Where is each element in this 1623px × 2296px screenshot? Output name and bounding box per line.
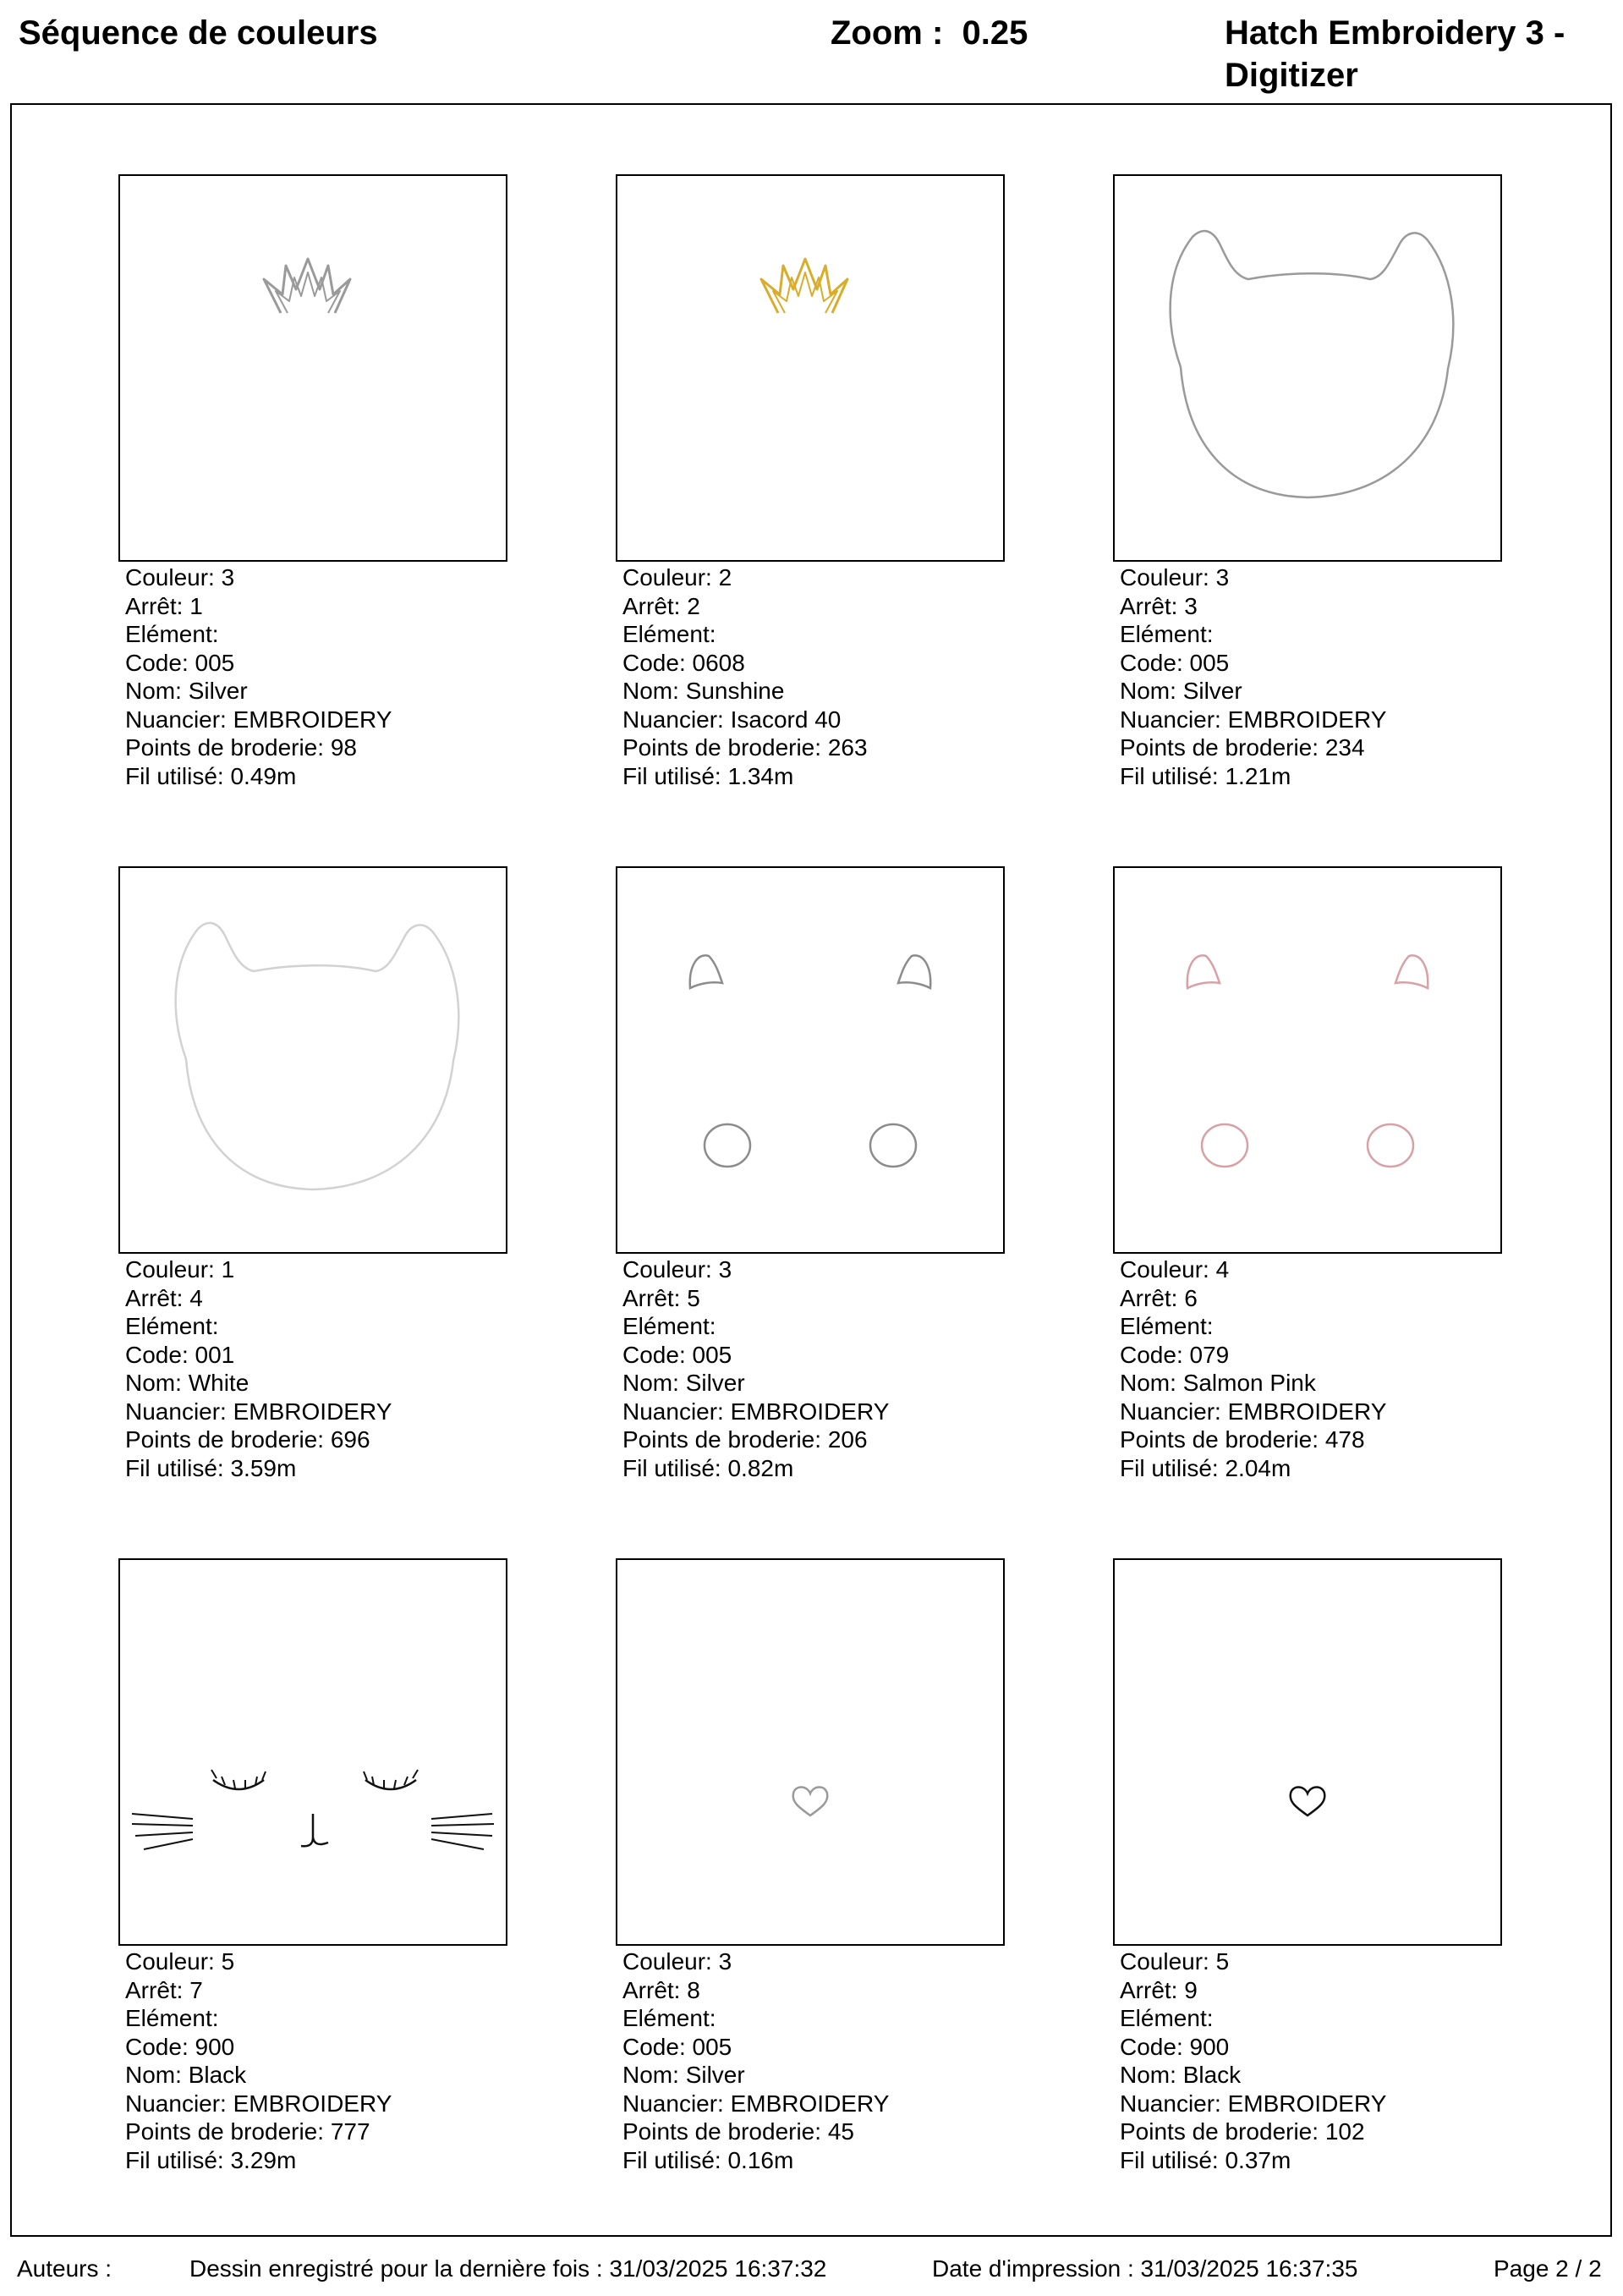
stop-fil-row [1120,762,1502,791]
stop-points-value: 263 [827,734,868,761]
color-stop-card [118,1558,507,2174]
stop-fil-value: 0.49m [230,762,297,789]
stop-arret-row [1120,592,1502,621]
stop-element-label: Elément: [125,621,219,647]
stop-arret-value: 5 [687,1284,700,1311]
stop-couleur-row [622,1947,1005,1976]
stop-code-row [1120,649,1502,678]
stop-points-value: 478 [1324,1426,1365,1453]
stop-arret-value: 7 [189,1976,203,2003]
stop-element-label: Elément: [1120,2005,1214,2031]
stop-points-row [622,2117,1005,2146]
stop-nuancier-row [125,1398,507,1426]
stop-nom-value: Salmon Pink [1182,1370,1316,1396]
stop-nom-row [125,677,507,706]
stop-fil-label: Fil utilisé: [1120,2146,1219,2173]
stop-nuancier-value: Isacord 40 [730,706,842,733]
stop-nom-label: Nom: [1120,678,1176,704]
stop-code-label: Code: [622,1341,686,1368]
stop-points-label: Points de broderie: [125,2118,325,2145]
stop-element-label: Elément: [1120,1313,1214,1339]
stop-code-label: Code: [1120,649,1183,676]
stop-nom-value: Silver [1182,678,1242,704]
stop-points-value: 696 [330,1426,370,1453]
stop-couleur-value: 2 [718,564,732,590]
stop-fil-label: Fil utilisé: [125,762,224,789]
stop-preview [118,174,507,562]
ears-and-cheeks-icon [1115,868,1500,1252]
stop-details [1113,1947,1502,2174]
stop-points-value: 206 [827,1426,868,1453]
stop-arret-value: 2 [687,592,700,619]
stop-points-value: 98 [330,734,357,761]
stop-couleur-value: 3 [718,1948,732,1975]
stop-element-label: Elément: [622,621,716,647]
stop-code-row [622,1341,1005,1370]
stop-couleur-label: Couleur: [1120,1256,1209,1283]
stop-fil-value: 3.59m [230,1454,297,1481]
stop-nom-label: Nom: [622,1370,679,1396]
app-name: Hatch Embroidery 3 - Digitizer [1225,14,1565,94]
stop-nom-value: Black [1182,2062,1242,2088]
stop-points-label: Points de broderie: [1120,2118,1319,2145]
stop-nuancier-label: Nuancier: [1120,1398,1221,1425]
stop-arret-label: Arrêt: [622,592,681,619]
stop-points-row [622,733,1005,762]
stop-code-value: 079 [1189,1341,1230,1368]
stop-arret-row [125,1976,507,2005]
stop-code-value: 900 [195,2033,235,2060]
stop-preview [1113,1558,1502,1946]
stop-nuancier-value: EMBROIDERY [233,706,392,733]
stop-couleur-row [622,563,1005,592]
stop-element-row [1120,2004,1502,2033]
stop-points-label: Points de broderie: [622,734,822,761]
stop-couleur-label: Couleur: [1120,564,1209,590]
stop-couleur-value: 3 [718,1256,732,1283]
stop-arret-value: 6 [1184,1284,1198,1311]
ears-and-cheeks-icon [617,868,1003,1252]
stop-nom-value: Silver [685,1370,745,1396]
stop-arret-row [1120,1284,1502,1313]
stop-points-label: Points de broderie: [622,1426,822,1453]
stop-preview [1113,174,1502,562]
stop-code-label: Code: [125,649,189,676]
stop-code-value: 005 [1189,649,1230,676]
stop-code-row [125,1341,507,1370]
stop-code-row [125,649,507,678]
stop-element-label: Elément: [622,1313,716,1339]
stop-preview [118,1558,507,1946]
stop-nuancier-value: EMBROIDERY [1227,706,1387,733]
stop-fil-label: Fil utilisé: [622,762,721,789]
stop-details [118,563,507,790]
stop-points-row [1120,733,1502,762]
stop-element-label: Elément: [622,2005,716,2031]
stop-details [616,1255,1005,1482]
stop-arret-label: Arrêt: [125,1976,184,2003]
stop-code-label: Code: [622,2033,686,2060]
stop-fil-label: Fil utilisé: [1120,762,1219,789]
stop-couleur-row [125,1255,507,1284]
stop-fil-row [125,762,507,791]
stop-couleur-row [1120,563,1502,592]
stop-arret-value: 4 [189,1284,203,1311]
stop-nuancier-label: Nuancier: [622,2090,724,2117]
stop-couleur-row [125,1947,507,1976]
stop-nom-label: Nom: [622,678,679,704]
stop-code-value: 005 [692,2033,732,2060]
stop-element-row [622,620,1005,649]
stop-couleur-value: 5 [1215,1948,1230,1975]
stop-nom-row [1120,677,1502,706]
stop-couleur-label: Couleur: [125,1256,215,1283]
stop-element-row [125,1312,507,1341]
stop-points-label: Points de broderie: [125,1426,325,1453]
stop-code-label: Code: [622,649,686,676]
stop-code-row [1120,2033,1502,2062]
stop-couleur-label: Couleur: [125,564,215,590]
stop-points-row [1120,1425,1502,1454]
stop-fil-row [125,2146,507,2175]
stop-nom-row [125,1369,507,1398]
stop-couleur-label: Couleur: [1120,1948,1209,1975]
stop-fil-label: Fil utilisé: [125,1454,224,1481]
stop-element-label: Elément: [1120,621,1214,647]
cat-head-outline-icon [120,868,506,1252]
color-stop-card [1113,174,1502,790]
stop-fil-value: 2.04m [1225,1454,1291,1481]
stop-fil-label: Fil utilisé: [1120,1454,1219,1481]
cat-head-outline-icon [1115,176,1500,560]
stop-nuancier-row [1120,2090,1502,2118]
stop-arret-label: Arrêt: [125,592,184,619]
stop-element-row [622,1312,1005,1341]
color-stop-card [118,866,507,1482]
stop-nom-value: White [188,1370,249,1396]
stop-fil-row [1120,2146,1502,2175]
stop-nuancier-label: Nuancier: [622,706,724,733]
stop-preview [616,866,1005,1254]
stop-nuancier-label: Nuancier: [125,706,227,733]
stop-element-label: Elément: [125,2005,219,2031]
stop-arret-row [622,1284,1005,1313]
stop-nuancier-label: Nuancier: [1120,706,1221,733]
stop-code-value: 0608 [692,649,745,676]
stop-nuancier-value: EMBROIDERY [730,2090,890,2117]
stop-arret-row [125,592,507,621]
color-stop-card [118,174,507,790]
stop-nuancier-label: Nuancier: [125,1398,227,1425]
stop-points-value: 234 [1324,734,1365,761]
color-stop-card [616,1558,1005,2174]
stop-nuancier-row [125,706,507,734]
stop-nom-label: Nom: [1120,1370,1176,1396]
stop-nom-row [125,2061,507,2090]
stop-code-label: Code: [125,1341,189,1368]
stop-couleur-value: 1 [221,1256,235,1283]
cat-face-details-icon [120,1560,506,1944]
stop-arret-value: 8 [687,1976,700,2003]
stop-nom-label: Nom: [1120,2062,1176,2088]
stop-details [118,1255,507,1482]
crown-icon [617,176,1003,560]
stop-details [616,563,1005,790]
stop-details [616,1947,1005,2174]
stop-nuancier-value: EMBROIDERY [233,2090,392,2117]
stop-nuancier-row [622,2090,1005,2118]
stop-nuancier-row [125,2090,507,2118]
stop-nom-value: Sunshine [685,678,785,704]
stop-nuancier-row [622,1398,1005,1426]
stop-details [1113,1255,1502,1482]
stop-nom-row [622,677,1005,706]
page-title: Séquence de couleurs [19,14,378,52]
stop-couleur-label: Couleur: [125,1948,215,1975]
footer-saved-date: Dessin enregistré pour la dernière fois : 31/03/2025 16:37:32 [189,2255,827,2282]
stop-fil-value: 3.29m [230,2146,297,2173]
stop-couleur-value: 4 [1215,1256,1230,1283]
stop-arret-value: 1 [189,592,203,619]
stop-points-value: 777 [330,2118,370,2145]
stop-nuancier-value: EMBROIDERY [1227,1398,1387,1425]
stop-couleur-label: Couleur: [622,1948,712,1975]
stop-nuancier-value: EMBROIDERY [233,1398,392,1425]
stop-fil-row [622,1454,1005,1483]
stop-preview [118,866,507,1254]
stop-code-value: 001 [195,1341,235,1368]
stop-fil-label: Fil utilisé: [622,2146,721,2173]
crown-icon [120,176,506,560]
stop-fil-label: Fil utilisé: [125,2146,224,2173]
stop-code-label: Code: [1120,1341,1183,1368]
stop-fil-row [622,2146,1005,2175]
stop-couleur-label: Couleur: [622,564,712,590]
stop-arret-label: Arrêt: [125,1284,184,1311]
stop-nom-row [1120,2061,1502,2090]
stop-nuancier-label: Nuancier: [1120,2090,1221,2117]
stop-nom-row [1120,1369,1502,1398]
footer-print-date: Date d'impression : 31/03/2025 16:37:35 [932,2255,1358,2282]
stop-fil-row [622,762,1005,791]
stop-arret-row [622,1976,1005,2005]
heart-icon [1115,1560,1500,1944]
color-stop-card [616,174,1005,790]
stop-preview [1113,866,1502,1254]
stop-couleur-row [622,1255,1005,1284]
stop-fil-value: 0.82m [727,1454,794,1481]
zoom-value: 0.25 [962,14,1028,52]
stop-points-row [125,2117,507,2146]
stop-couleur-value: 3 [221,564,235,590]
stop-element-row [1120,1312,1502,1341]
stop-nuancier-row [1120,1398,1502,1426]
stop-nom-value: Black [188,2062,247,2088]
stop-code-label: Code: [125,2033,189,2060]
stop-points-row [622,1425,1005,1454]
stop-points-label: Points de broderie: [1120,1426,1319,1453]
stop-fil-label: Fil utilisé: [622,1454,721,1481]
heart-icon [617,1560,1003,1944]
stop-preview [616,1558,1005,1946]
stop-nuancier-row [622,706,1005,734]
stop-nom-label: Nom: [622,2062,679,2088]
stop-couleur-label: Couleur: [622,1256,712,1283]
stop-nuancier-value: EMBROIDERY [1227,2090,1387,2117]
stop-code-row [622,649,1005,678]
stop-fil-value: 0.16m [727,2146,794,2173]
stop-points-label: Points de broderie: [1120,734,1319,761]
color-stop-card [616,866,1005,1482]
stop-code-value: 005 [692,1341,732,1368]
zoom-label: Zoom : [831,14,944,52]
footer-page-number: Page 2 / 2 [1494,2255,1602,2282]
stop-preview [616,174,1005,562]
stop-code-row [622,2033,1005,2062]
stop-nom-label: Nom: [125,2062,182,2088]
stop-points-label: Points de broderie: [622,2118,822,2145]
stop-points-value: 45 [827,2118,854,2145]
stop-arret-row [622,592,1005,621]
stop-nom-row [622,2061,1005,2090]
stop-element-row [622,2004,1005,2033]
stop-nom-value: Silver [685,2062,745,2088]
stop-couleur-value: 3 [1215,564,1230,590]
stop-arret-label: Arrêt: [1120,1284,1178,1311]
stop-arret-row [125,1284,507,1313]
stop-arret-label: Arrêt: [622,1284,681,1311]
stop-nuancier-label: Nuancier: [125,2090,227,2117]
stop-points-label: Points de broderie: [125,734,325,761]
footer-authors: Auteurs : [17,2255,112,2282]
stop-element-row [125,620,507,649]
stop-details [1113,563,1502,790]
stop-code-row [125,2033,507,2062]
stop-nom-label: Nom: [125,678,182,704]
stop-fil-value: 0.37m [1225,2146,1291,2173]
stop-code-value: 900 [1189,2033,1230,2060]
stop-nom-label: Nom: [125,1370,182,1396]
stop-arret-value: 3 [1184,592,1198,619]
stop-points-row [1120,2117,1502,2146]
stop-arret-label: Arrêt: [622,1976,681,2003]
stop-code-value: 005 [195,649,235,676]
stop-nuancier-label: Nuancier: [622,1398,724,1425]
stop-code-label: Code: [1120,2033,1183,2060]
color-stop-card [1113,866,1502,1482]
stop-points-row [125,733,507,762]
page-footer [0,2250,1623,2288]
stop-nuancier-row [1120,706,1502,734]
stop-fil-row [125,1454,507,1483]
color-stop-card [1113,1558,1502,2174]
stop-element-row [1120,620,1502,649]
stop-nuancier-value: EMBROIDERY [730,1398,890,1425]
stop-details [118,1947,507,2174]
stop-points-row [125,1425,507,1454]
stop-couleur-row [125,563,507,592]
stop-arret-row [1120,1976,1502,2005]
stop-fil-value: 1.21m [1225,762,1291,789]
stop-couleur-row [1120,1947,1502,1976]
stop-arret-value: 9 [1184,1976,1198,2003]
zoom-readout [831,12,1028,54]
stop-nom-value: Silver [188,678,248,704]
stop-code-row [1120,1341,1502,1370]
stop-couleur-row [1120,1255,1502,1284]
stop-arret-label: Arrêt: [1120,1976,1178,2003]
stop-element-label: Elément: [125,1313,219,1339]
stop-couleur-value: 5 [221,1948,235,1975]
stop-element-row [125,2004,507,2033]
stop-points-value: 102 [1324,2118,1365,2145]
stop-fil-value: 1.34m [727,762,794,789]
stop-fil-row [1120,1454,1502,1483]
stop-nom-row [622,1369,1005,1398]
stop-arret-label: Arrêt: [1120,592,1178,619]
